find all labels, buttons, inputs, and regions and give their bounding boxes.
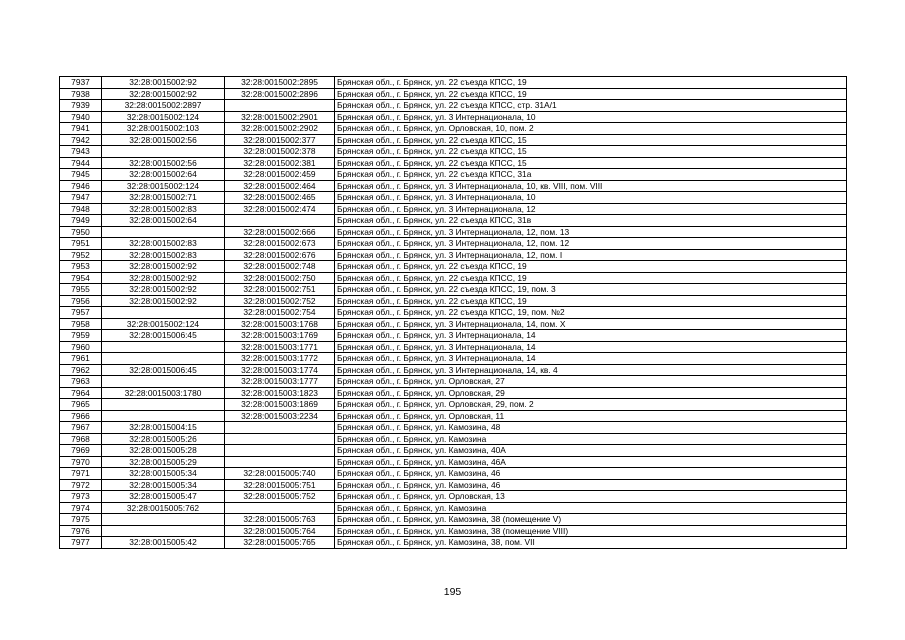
object-number-cell: 32:28:0015002:459 [225,169,335,181]
cadastral-number-cell [102,376,225,388]
cadastral-number-cell: 32:28:0015002:124 [102,318,225,330]
registry-table [59,76,847,549]
address-cell: Брянская обл., г. Брянск, ул. Орловская, 27 [335,376,847,388]
row-number-cell: 7947 [60,192,102,204]
row-number-cell: 7967 [60,422,102,434]
address-cell: Брянская обл., г. Брянск, ул. 3 Интернационала, 10, кв. VIII, пом. VIII [335,180,847,192]
object-number-cell: 32:28:0015003:1774 [225,364,335,376]
address-cell: Брянская обл., г. Брянск, ул. Орловская, 11 [335,410,847,422]
table-row [60,111,847,123]
object-number-cell [225,422,335,434]
object-number-cell [225,445,335,457]
table-row [60,410,847,422]
row-number-cell: 7940 [60,111,102,123]
row-number-cell: 7951 [60,238,102,250]
object-number-cell: 32:28:0015005:763 [225,514,335,526]
address-cell: Брянская обл., г. Брянск, ул. Камозина, 38, пом. VII [335,537,847,549]
address-cell: Брянская обл., г. Брянск, ул. Камозина, 38 (помещение V) [335,514,847,526]
address-cell: Брянская обл., г. Брянск, ул. 22 съезда КПСС, 19 [335,261,847,273]
row-number-cell: 7976 [60,525,102,537]
cadastral-number-cell: 32:28:0015002:92 [102,284,225,296]
address-cell: Брянская обл., г. Брянск, ул. 22 съезда КПСС, 19, пом. №2 [335,307,847,319]
row-number-cell: 7948 [60,203,102,215]
page-number: 195 [443,586,462,598]
object-number-cell: 32:28:0015002:666 [225,226,335,238]
table-row [60,146,847,158]
row-number-cell: 7968 [60,433,102,445]
row-number-cell: 7963 [60,376,102,388]
cadastral-number-cell: 32:28:0015005:47 [102,491,225,503]
row-number-cell: 7941 [60,123,102,135]
address-cell: Брянская обл., г. Брянск, ул. Камозина, 40А [335,445,847,457]
table-row [60,249,847,261]
table-row [60,330,847,342]
row-number-cell: 7974 [60,502,102,514]
row-number-cell: 7964 [60,387,102,399]
table-row [60,433,847,445]
table-row [60,376,847,388]
cadastral-number-cell: 32:28:0015002:92 [102,272,225,284]
table-row [60,525,847,537]
cadastral-number-cell: 32:28:0015005:42 [102,537,225,549]
address-cell: Брянская обл., г. Брянск, ул. 22 съезда КПСС, 15 [335,146,847,158]
address-cell: Брянская обл., г. Брянск, ул. 22 съезда КПСС, 15 [335,134,847,146]
object-number-cell: 32:28:0015005:752 [225,491,335,503]
row-number-cell: 7950 [60,226,102,238]
address-cell: Брянская обл., г. Брянск, ул. 3 Интернационала, 12, пом. 12 [335,238,847,250]
table-row [60,364,847,376]
table-row [60,157,847,169]
cadastral-number-cell: 32:28:0015002:56 [102,134,225,146]
table-row [60,77,847,89]
table-row [60,180,847,192]
object-number-cell: 32:28:0015003:1769 [225,330,335,342]
table-row [60,341,847,353]
object-number-cell: 32:28:0015002:748 [225,261,335,273]
row-number-cell: 7972 [60,479,102,491]
cadastral-number-cell: 32:28:0015002:71 [102,192,225,204]
cadastral-number-cell [102,307,225,319]
row-number-cell: 7955 [60,284,102,296]
table-row [60,445,847,457]
object-number-cell [225,456,335,468]
object-number-cell: 32:28:0015002:465 [225,192,335,204]
address-cell: Брянская обл., г. Брянск, ул. 22 съезда КПСС, 19 [335,295,847,307]
object-number-cell: 32:28:0015005:765 [225,537,335,549]
cadastral-number-cell [102,353,225,365]
row-number-cell: 7953 [60,261,102,273]
table-row [60,422,847,434]
cadastral-number-cell: 32:28:0015002:92 [102,261,225,273]
table-row [60,88,847,100]
cadastral-number-cell [102,341,225,353]
object-number-cell: 32:28:0015002:754 [225,307,335,319]
object-number-cell: 32:28:0015002:676 [225,249,335,261]
address-cell: Брянская обл., г. Брянск, ул. 3 Интернационала, 10 [335,192,847,204]
row-number-cell: 7944 [60,157,102,169]
address-cell: Брянская обл., г. Брянск, ул. 22 съезда КПСС, стр. 31А/1 [335,100,847,112]
table-row [60,272,847,284]
object-number-cell: 32:28:0015005:764 [225,525,335,537]
table-row [60,307,847,319]
row-number-cell: 7939 [60,100,102,112]
object-number-cell: 32:28:0015002:474 [225,203,335,215]
cadastral-number-cell: 32:28:0015005:34 [102,479,225,491]
table-row [60,226,847,238]
registry-table-body [60,77,847,549]
table-row [60,261,847,273]
row-number-cell: 7959 [60,330,102,342]
address-cell: Брянская обл., г. Брянск, ул. 3 Интернационала, 14 [335,330,847,342]
cadastral-number-cell: 32:28:0015002:64 [102,169,225,181]
cadastral-number-cell: 32:28:0015002:56 [102,157,225,169]
object-number-cell: 32:28:0015002:750 [225,272,335,284]
cadastral-number-cell: 32:28:0015005:34 [102,468,225,480]
object-number-cell: 32:28:0015003:1777 [225,376,335,388]
cadastral-number-cell: 32:28:0015005:762 [102,502,225,514]
object-number-cell: 32:28:0015003:1823 [225,387,335,399]
row-number-cell: 7962 [60,364,102,376]
table-row [60,468,847,480]
address-cell: Брянская обл., г. Брянск, ул. 3 Интернационала, 14 [335,341,847,353]
table-row [60,284,847,296]
table-row [60,514,847,526]
address-cell: Брянская обл., г. Брянск, ул. Орловская, 29 [335,387,847,399]
table-row [60,479,847,491]
cadastral-number-cell: 32:28:0015005:29 [102,456,225,468]
row-number-cell: 7969 [60,445,102,457]
row-number-cell: 7952 [60,249,102,261]
row-number-cell: 7938 [60,88,102,100]
table-row [60,203,847,215]
row-number-cell: 7943 [60,146,102,158]
row-number-cell: 7945 [60,169,102,181]
cadastral-number-cell: 32:28:0015002:124 [102,111,225,123]
table-row [60,295,847,307]
table-row [60,537,847,549]
object-number-cell: 32:28:0015005:751 [225,479,335,491]
address-cell: Брянская обл., г. Брянск, ул. Камозина [335,502,847,514]
table-row [60,215,847,227]
object-number-cell: 32:28:0015002:752 [225,295,335,307]
object-number-cell: 32:28:0015003:1869 [225,399,335,411]
object-number-cell [225,433,335,445]
address-cell: Брянская обл., г. Брянск, ул. 3 Интернационала, 12, пом. I [335,249,847,261]
cadastral-number-cell [102,514,225,526]
row-number-cell: 7975 [60,514,102,526]
table-row [60,134,847,146]
object-number-cell: 32:28:0015002:673 [225,238,335,250]
table-row [60,353,847,365]
address-cell: Брянская обл., г. Брянск, ул. 22 съезда КПСС, 31а [335,169,847,181]
address-cell: Брянская обл., г. Брянск, ул. 22 съезда КПСС, 19, пом. 3 [335,284,847,296]
address-cell: Брянская обл., г. Брянск, ул. 3 Интернационала, 14, кв. 4 [335,364,847,376]
address-cell: Брянская обл., г. Брянск, ул. 22 съезда КПСС, 15 [335,157,847,169]
cadastral-number-cell: 32:28:0015002:83 [102,249,225,261]
address-cell: Брянская обл., г. Брянск, ул. 22 съезда КПСС, 19 [335,77,847,89]
row-number-cell: 7946 [60,180,102,192]
address-cell: Брянская обл., г. Брянск, ул. Орловская, 10, пом. 2 [335,123,847,135]
cadastral-number-cell: 32:28:0015002:2897 [102,100,225,112]
cadastral-number-cell [102,410,225,422]
object-number-cell: 32:28:0015002:751 [225,284,335,296]
cadastral-number-cell: 32:28:0015002:83 [102,238,225,250]
cadastral-number-cell: 32:28:0015002:92 [102,88,225,100]
row-number-cell: 7958 [60,318,102,330]
address-cell: Брянская обл., г. Брянск, ул. Камозина, 48 [335,422,847,434]
cadastral-number-cell: 32:28:0015005:28 [102,445,225,457]
table-row [60,192,847,204]
cadastral-number-cell: 32:28:0015004:15 [102,422,225,434]
cadastral-number-cell: 32:28:0015002:92 [102,295,225,307]
row-number-cell: 7957 [60,307,102,319]
table-row [60,491,847,503]
address-cell: Брянская обл., г. Брянск, ул. 22 съезда КПСС, 19 [335,272,847,284]
object-number-cell: 32:28:0015002:2895 [225,77,335,89]
cadastral-number-cell [102,399,225,411]
address-cell: Брянская обл., г. Брянск, ул. Орловская, 29, пом. 2 [335,399,847,411]
cadastral-number-cell: 32:28:0015006:45 [102,364,225,376]
address-cell: Брянская обл., г. Брянск, ул. 3 Интернационала, 10 [335,111,847,123]
table-row [60,399,847,411]
address-cell: Брянская обл., г. Брянск, ул. Камозина, 46 [335,468,847,480]
row-number-cell: 7937 [60,77,102,89]
table-row [60,456,847,468]
table-row [60,238,847,250]
cadastral-number-cell: 32:28:0015002:92 [102,77,225,89]
row-number-cell: 7960 [60,341,102,353]
object-number-cell: 32:28:0015003:1768 [225,318,335,330]
address-cell: Брянская обл., г. Брянск, ул. 22 съезда КПСС, 31в [335,215,847,227]
row-number-cell: 7965 [60,399,102,411]
object-number-cell: 32:28:0015002:2896 [225,88,335,100]
address-cell: Брянская обл., г. Брянск, ул. 3 Интернационала, 12 [335,203,847,215]
object-number-cell: 32:28:0015003:1771 [225,341,335,353]
table-row [60,100,847,112]
cadastral-number-cell: 32:28:0015003:1780 [102,387,225,399]
address-cell: Брянская обл., г. Брянск, ул. Камозина [335,433,847,445]
address-cell: Брянская обл., г. Брянск, ул. Камозина, 46А [335,456,847,468]
cadastral-number-cell [102,226,225,238]
cadastral-number-cell: 32:28:0015002:124 [102,180,225,192]
row-number-cell: 7956 [60,295,102,307]
row-number-cell: 7942 [60,134,102,146]
object-number-cell [225,502,335,514]
table-row [60,123,847,135]
object-number-cell: 32:28:0015002:2902 [225,123,335,135]
object-number-cell: 32:28:0015002:377 [225,134,335,146]
object-number-cell: 32:28:0015003:1772 [225,353,335,365]
cadastral-number-cell: 32:28:0015006:45 [102,330,225,342]
address-cell: Брянская обл., г. Брянск, ул. Камозина, 38 (помещение VIII) [335,525,847,537]
table-row [60,169,847,181]
object-number-cell: 32:28:0015002:381 [225,157,335,169]
row-number-cell: 7954 [60,272,102,284]
address-cell: Брянская обл., г. Брянск, ул. 3 Интернационала, 14, пом. Х [335,318,847,330]
row-number-cell: 7961 [60,353,102,365]
address-cell: Брянская обл., г. Брянск, ул. Камозина, 46 [335,479,847,491]
cadastral-number-cell: 32:28:0015002:103 [102,123,225,135]
row-number-cell: 7970 [60,456,102,468]
address-cell: Брянская обл., г. Брянск, ул. 3 Интернационала, 14 [335,353,847,365]
object-number-cell: 32:28:0015002:2901 [225,111,335,123]
object-number-cell [225,100,335,112]
table-row [60,318,847,330]
address-cell: Брянская обл., г. Брянск, ул. 22 съезда КПСС, 19 [335,88,847,100]
row-number-cell: 7973 [60,491,102,503]
object-number-cell: 32:28:0015002:378 [225,146,335,158]
cadastral-number-cell: 32:28:0015002:64 [102,215,225,227]
cadastral-number-cell [102,146,225,158]
cadastral-number-cell: 32:28:0015002:83 [102,203,225,215]
cadastral-number-cell: 32:28:0015005:26 [102,433,225,445]
address-cell: Брянская обл., г. Брянск, ул. 3 Интернационала, 12, пом. 13 [335,226,847,238]
object-number-cell: 32:28:0015002:464 [225,180,335,192]
object-number-cell: 32:28:0015005:740 [225,468,335,480]
object-number-cell: 32:28:0015003:2234 [225,410,335,422]
object-number-cell [225,215,335,227]
address-cell: Брянская обл., г. Брянск, ул. Орловская, 13 [335,491,847,503]
row-number-cell: 7966 [60,410,102,422]
table-row [60,387,847,399]
row-number-cell: 7949 [60,215,102,227]
table-row [60,502,847,514]
row-number-cell: 7977 [60,537,102,549]
row-number-cell: 7971 [60,468,102,480]
cadastral-number-cell [102,525,225,537]
